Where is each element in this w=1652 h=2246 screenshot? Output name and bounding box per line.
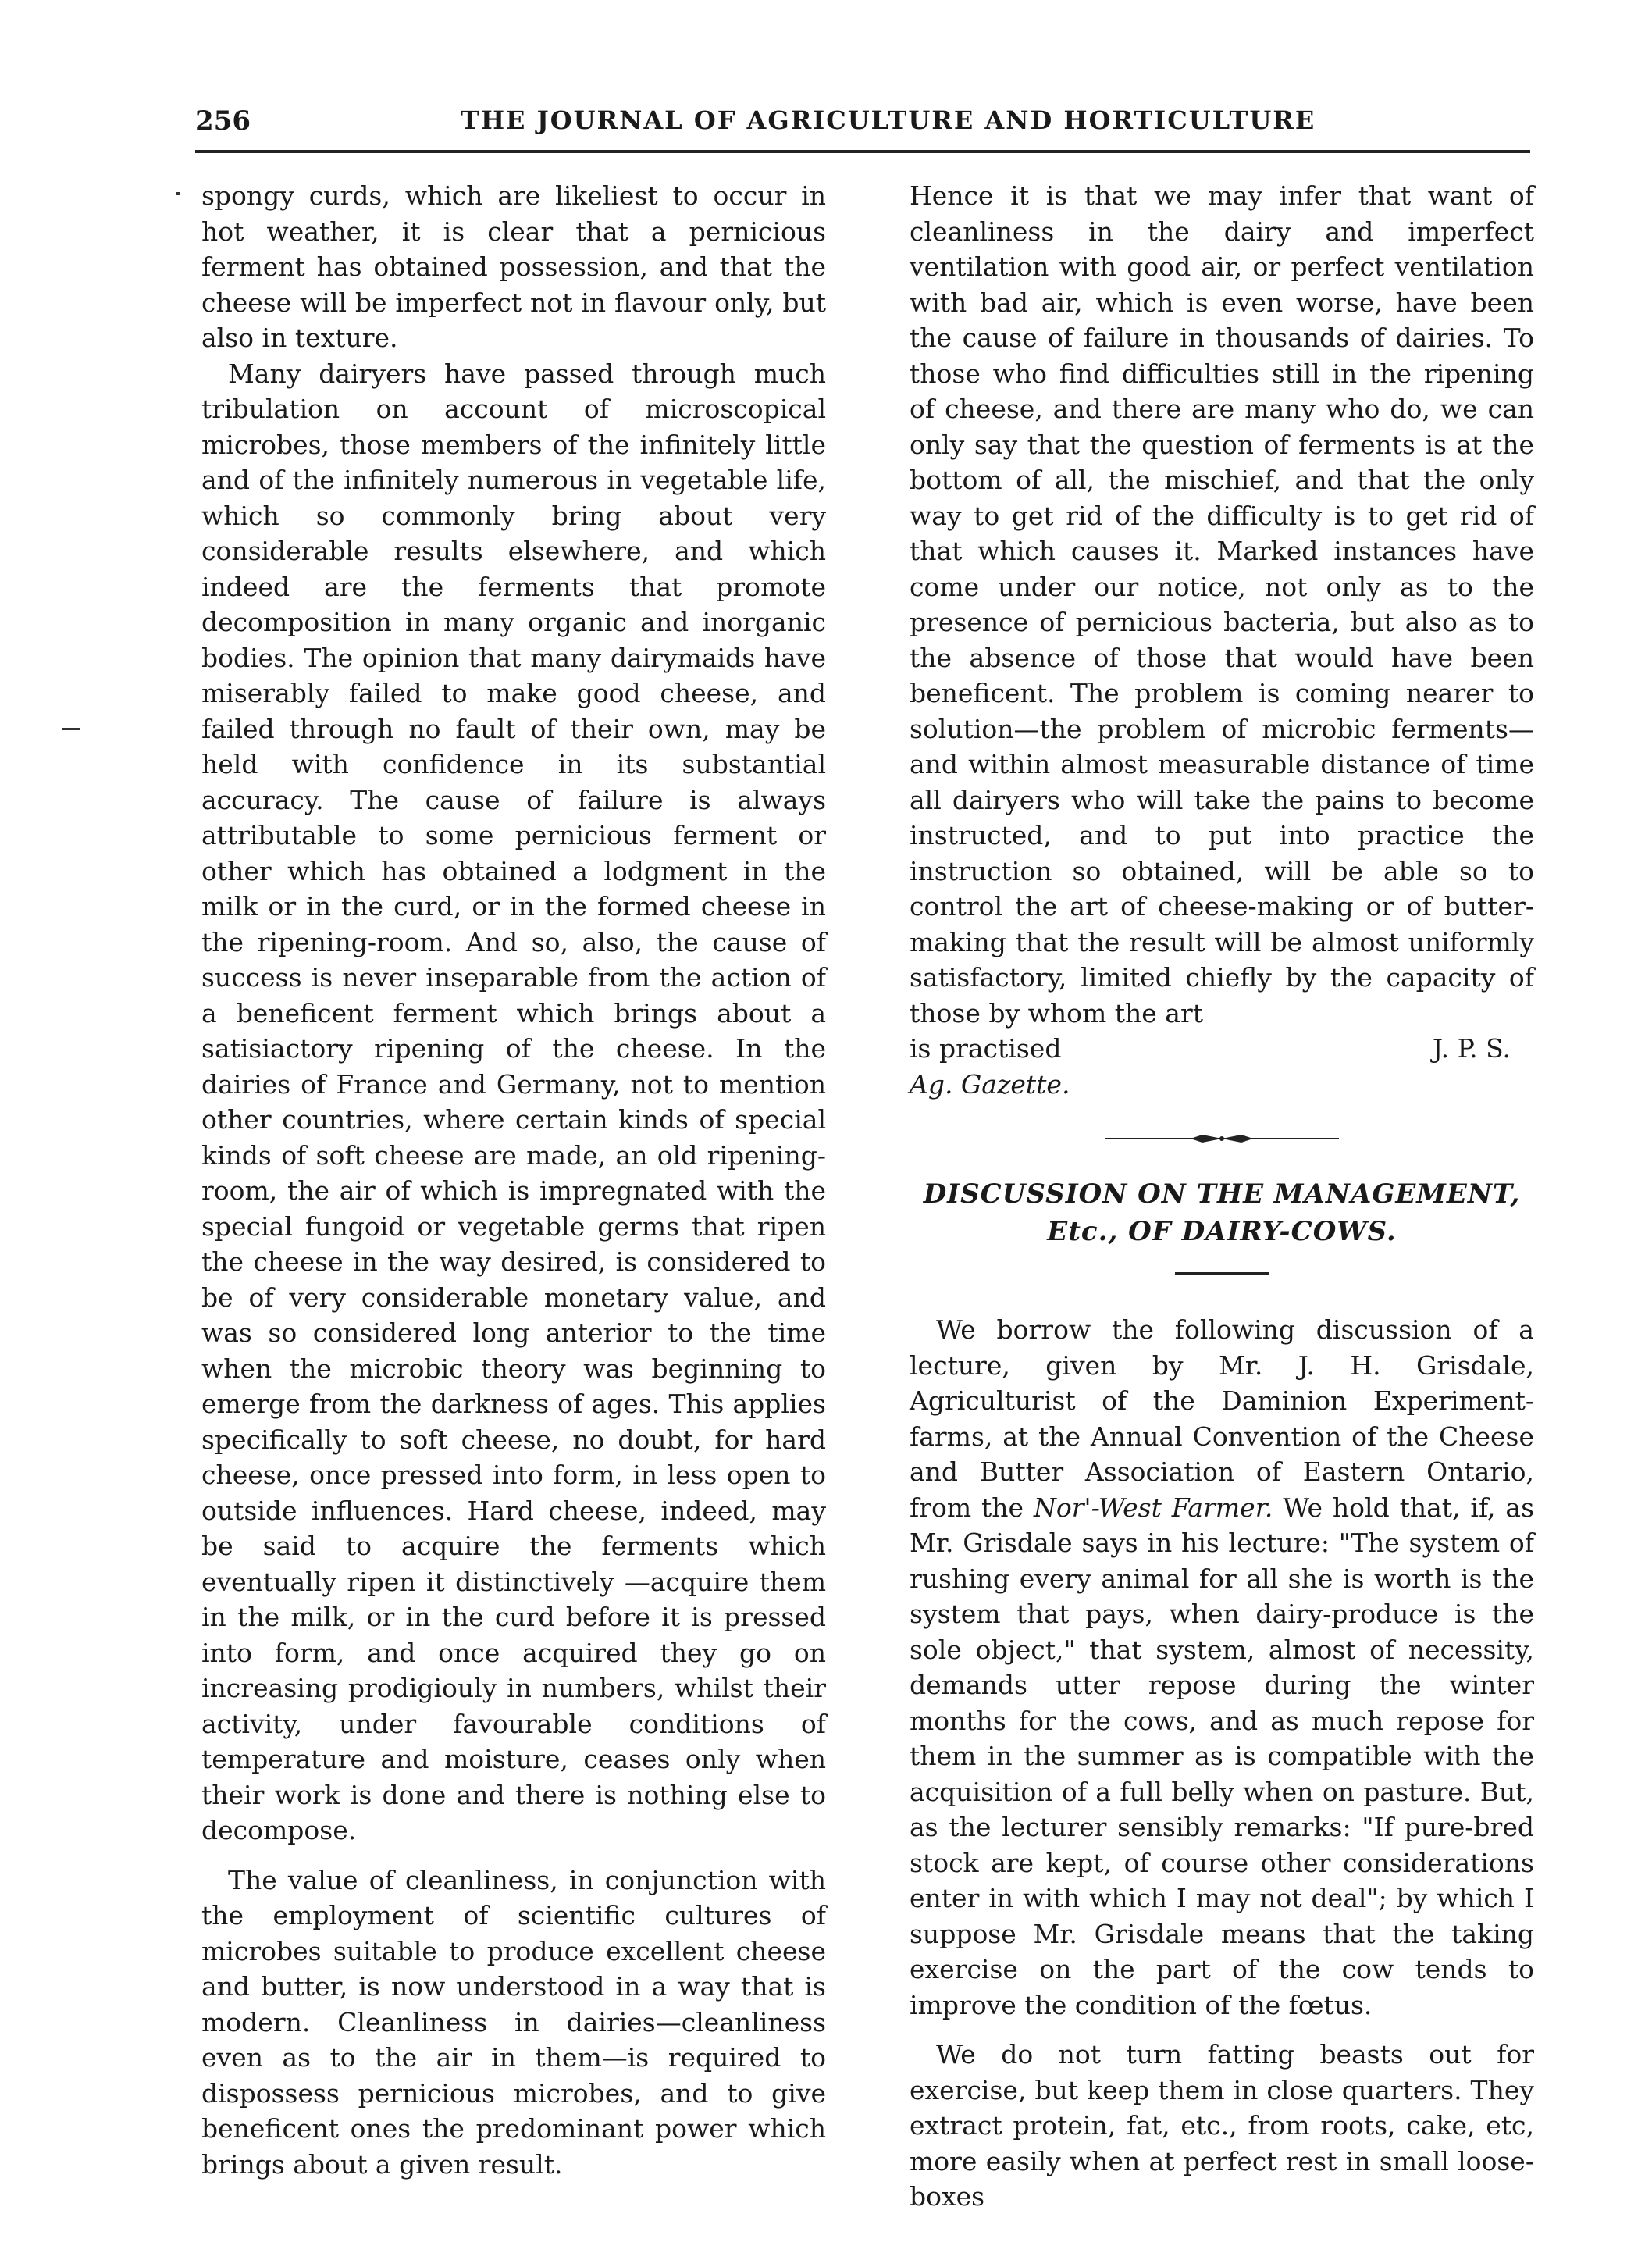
signature-line — [910, 1031, 1534, 1067]
article-title: DISCUSSION ON THE MANAGEMENT, — [923, 1178, 1521, 1210]
running-head: THE JOURNAL OF AGRICULTURE AND HORTICULTURE — [461, 105, 1316, 135]
title-rule — [1175, 1272, 1269, 1275]
publication-name: Nor'-West Farmer. — [1033, 1492, 1273, 1523]
left-column — [201, 178, 826, 2182]
right-column — [910, 178, 1534, 2215]
margin-mark — [176, 192, 180, 195]
paragraph: Hence it is that we may infer that want of cleanliness in the dairy and imperfect ventilation with good air, or perfect ventilation with bad air, which is even worse, have been the cause of failure in thousands of dairies. To those who find difficulties still in the ripening of cheese, and there are many who do, we can only say that the question of ferments is at the bottom of all, the mischief, and that the only way to get rid of the difficulty is to get rid of that which causes it. Marked instances have come under our notice, not only as to the presence of pernicious bacteria, but also as to the absence of those that would have been beneficent. The problem is coming nearer to solution—the problem of microbic ferments—and within almost measurable distance of time all dairyers who will take the pains to become instructed, and to put into practice the instruction so obtained, will be able so to control the art of cheese-making or of butter-making that the result will be almost uniformly satisfactory, limited chiefly by the capacity of those by whom the art — [910, 180, 1534, 1029]
source-credit: Ag. Gazette. — [910, 1068, 1070, 1100]
text-run: We borrow the following discussion of a lecture, given by Mr. J. H. Grisdale, Agriculturist of the Daminion Experiment-farms, at the Annual Convention of the Cheese and Butter Association of Eastern Ontario, from the — [910, 1314, 1534, 1523]
paragraph: spongy curds, which are likeliest to occur in hot weather, it is clear that a pernicious ferment has obtained possession, and that the cheese will be imperfect not in flavour only, but also in texture. — [201, 180, 826, 353]
last-line: is practised — [910, 1033, 1062, 1064]
article-subtitle: Etc., OF DAIRY-COWS. — [1047, 1216, 1397, 1247]
text-run: We hold that, if, as Mr. Grisdale says in his lecture: "The system of rushing every animal for all she is worth is the system that pays, when dairy-produce is the sole object," that system, almost of necessity, demands utter repose during the winter months for the cows, and as much repose for them in the summer as is compatible with the acquisition of a full belly when on pasture. But, as the lecturer sensibly remarks: "If pure-bred stock are kept, of course other considerations enter in with which I may not deal"; by which I suppose Mr. Grisdale means that the taking exercise on the part of the cow tends to improve the condition of the fœtus. — [910, 1492, 1535, 2020]
paragraph: The value of cleanliness, in conjunction with the employment of scientific cultures of microbes suitable to produce excellent cheese and butter, is now understood in a way that is modern. Cleanliness in dairies—cleanliness even as to the air in them—is required to dispossess pernicious microbes, and to give beneficent ones the predominant power which brings about a given result. — [201, 1864, 826, 2180]
page-number: 256 — [195, 105, 251, 137]
author-initials: J. P. S. — [1432, 1033, 1511, 1064]
paragraph: We do not turn fatting beasts out for exercise, but keep them in close quarters. They extract protein, fat, etc., from roots, cake, etc, more easily when at perfect rest in small loose-boxes — [910, 2039, 1534, 2212]
paragraph — [910, 1312, 1534, 2023]
header-rule — [195, 150, 1530, 153]
paragraph: Many dairyers have passed through much tribulation on account of microscopical microbes, those members of the infinitely little and of the infinitely numerous in vegetable life, which so commonly bring about very considerable results elsewhere, and which indeed are the ferments that promote decomposition in many organic and inorganic bodies. The opinion that many dairymaids have miserably failed to make good cheese, and failed through no fault of their own, may be held with confidence in its substantial accuracy. The cause of failure is always attributable to some pernicious ferment or other which has obtained a lodgment in the milk or in the curd, or in the formed cheese in the ripening-room. And so, also, the cause of success is never inseparable from the action of a beneficent ferment which brings about a satisiactory ripening of the cheese. In the dairies of France and Germany, not to mention other countries, where certain kinds of special kinds of soft cheese are made, an old ripening-room, the air of which is impregnated with the special fungoid or vegetable germs that ripen the cheese in the way desired, is considered to be of very considerable monetary value, and was so considered long anterior to the time when the microbic theory was beginning to emerge from the darkness of ages. This applies specifically to soft cheese, no doubt, for hard cheese, once pressed into form, in less open to outside influences. Hard cheese, indeed, may be said to acquire the ferments which eventually ripen it distinctively —acquire them in the milk, or in the curd before it is pressed into form, and once acquired they go on increasing prodigiouly in numbers, whilst their activity, under favourable conditions of temperature and moisture, ceases only when their work is done and there is nothing else to decompose. — [201, 358, 826, 1845]
page-header — [195, 105, 1530, 140]
ornament-divider — [1105, 1133, 1339, 1144]
margin-mark — [62, 728, 80, 730]
